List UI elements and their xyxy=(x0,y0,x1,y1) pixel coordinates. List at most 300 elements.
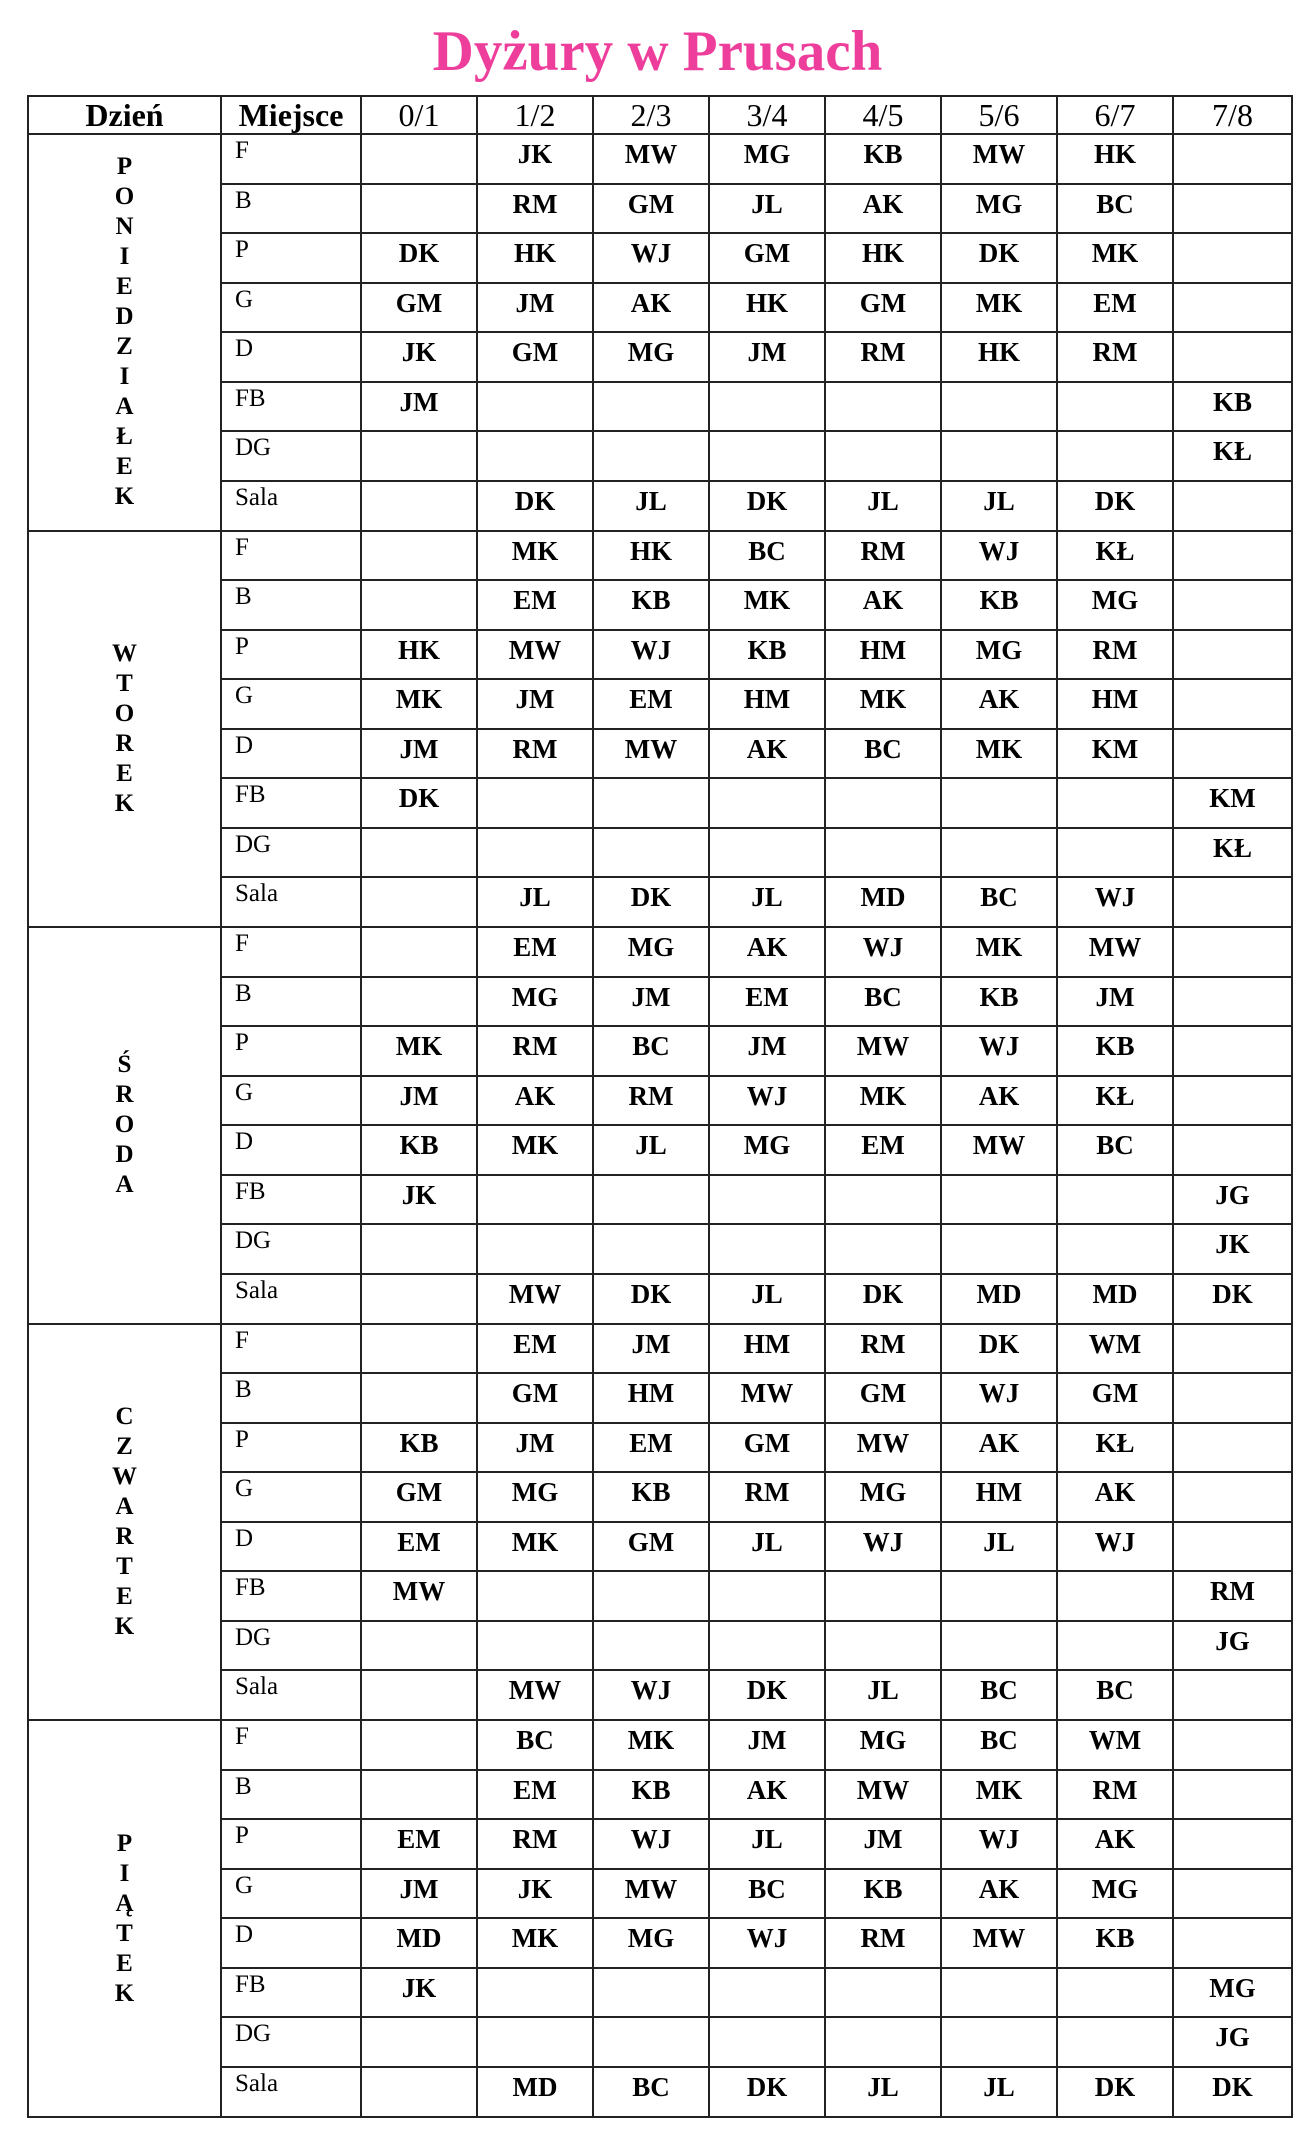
duty-cell xyxy=(361,877,477,927)
duty-cell xyxy=(1173,1373,1292,1423)
duty-cell xyxy=(1173,1819,1292,1869)
duty-cell xyxy=(709,1571,825,1621)
place-cell: B xyxy=(221,184,361,234)
day-letter: T xyxy=(116,1552,133,1580)
duty-cell: KB xyxy=(361,1423,477,1473)
duty-cell: JM xyxy=(825,1819,941,1869)
duty-cell: MG xyxy=(477,1472,593,1522)
place-cell: G xyxy=(221,679,361,729)
duty-cell xyxy=(1057,431,1173,481)
duty-cell xyxy=(941,1224,1057,1274)
duty-cell xyxy=(361,1770,477,1820)
duty-cell: KŁ xyxy=(1057,1423,1173,1473)
duty-cell: RM xyxy=(825,1918,941,1968)
duty-cell: KB xyxy=(1173,382,1292,432)
duty-cell: AK xyxy=(709,1770,825,1820)
duty-cell xyxy=(1173,1026,1292,1076)
place-cell: DG xyxy=(221,1621,361,1671)
duty-cell: MG xyxy=(709,134,825,184)
duty-cell xyxy=(1057,828,1173,878)
place-cell: F xyxy=(221,1720,361,1770)
duty-cell: MW xyxy=(477,1274,593,1324)
duty-cell: GM xyxy=(477,1373,593,1423)
duty-cell: AK xyxy=(709,729,825,779)
duty-cell: MK xyxy=(1057,233,1173,283)
duty-cell: MK xyxy=(593,1720,709,1770)
duty-cell: KB xyxy=(1057,1918,1173,1968)
duty-cell xyxy=(825,2017,941,2067)
duty-cell: BC xyxy=(593,1026,709,1076)
duty-cell: JG xyxy=(1173,2017,1292,2067)
duty-cell: HM xyxy=(709,1324,825,1374)
duty-cell xyxy=(941,382,1057,432)
day-label-vertical xyxy=(112,1402,137,1642)
place-cell: FB xyxy=(221,1175,361,1225)
duty-cell: WJ xyxy=(709,1918,825,1968)
duty-cell xyxy=(709,1621,825,1671)
duty-cell: JK xyxy=(477,1869,593,1919)
duty-cell: JM xyxy=(1057,977,1173,1027)
duty-cell: BC xyxy=(477,1720,593,1770)
duty-cell: BC xyxy=(825,977,941,1027)
duty-cell: MK xyxy=(825,679,941,729)
duty-cell: WJ xyxy=(593,1819,709,1869)
duty-cell xyxy=(709,2017,825,2067)
duty-cell: JG xyxy=(1173,1175,1292,1225)
duty-cell xyxy=(593,1621,709,1671)
duty-cell: GM xyxy=(709,233,825,283)
duty-cell xyxy=(1173,977,1292,1027)
duty-cell: KB xyxy=(825,134,941,184)
day-cell-monday xyxy=(28,134,221,531)
duty-cell xyxy=(1173,927,1292,977)
place-cell: F xyxy=(221,927,361,977)
duty-cell: KB xyxy=(941,977,1057,1027)
duty-cell: JK xyxy=(477,134,593,184)
duty-cell xyxy=(477,1968,593,2018)
duty-cell: MG xyxy=(941,184,1057,234)
duty-cell: EM xyxy=(593,679,709,729)
duty-cell xyxy=(593,431,709,481)
duty-cell: DK xyxy=(1057,2067,1173,2117)
duty-cell xyxy=(593,778,709,828)
duty-cell xyxy=(941,1968,1057,2018)
duty-cell xyxy=(1173,531,1292,581)
duty-cell xyxy=(477,778,593,828)
duty-cell: HK xyxy=(825,233,941,283)
duty-cell: MG xyxy=(477,977,593,1027)
duty-cell: GM xyxy=(361,1472,477,1522)
duty-cell: JL xyxy=(709,1274,825,1324)
duty-cell: RM xyxy=(1057,1770,1173,1820)
duty-cell: AK xyxy=(941,1423,1057,1473)
duty-cell: DK xyxy=(1173,1274,1292,1324)
duty-cell: MK xyxy=(477,1522,593,1572)
duty-cell: RM xyxy=(477,729,593,779)
duty-cell: MG xyxy=(1057,580,1173,630)
duty-cell: MD xyxy=(1057,1274,1173,1324)
duty-cell xyxy=(941,828,1057,878)
day-letter: O xyxy=(114,699,135,727)
duty-cell: MG xyxy=(593,927,709,977)
duty-cell: WJ xyxy=(593,1670,709,1720)
duty-cell: RM xyxy=(1057,332,1173,382)
place-cell: G xyxy=(221,1472,361,1522)
duty-cell: GM xyxy=(593,184,709,234)
duty-cell: JL xyxy=(593,1125,709,1175)
duty-cell: RM xyxy=(1173,1571,1292,1621)
day-letter: K xyxy=(114,1612,135,1640)
duty-cell xyxy=(825,828,941,878)
day-letter: W xyxy=(112,639,137,667)
duty-cell: BC xyxy=(1057,1125,1173,1175)
duty-cell: WM xyxy=(1057,1324,1173,1374)
duty-cell: DK xyxy=(709,1670,825,1720)
place-cell: FB xyxy=(221,778,361,828)
duty-cell: RM xyxy=(709,1472,825,1522)
day-letter: A xyxy=(115,1492,134,1520)
header-slot: 2/3 xyxy=(593,96,709,134)
duty-cell: AK xyxy=(477,1076,593,1126)
place-cell: P xyxy=(221,1026,361,1076)
duty-cell xyxy=(1173,1076,1292,1126)
duty-cell xyxy=(361,1373,477,1423)
duty-cell: MG xyxy=(593,1918,709,1968)
duty-cell: HK xyxy=(709,283,825,333)
duty-cell: MW xyxy=(361,1571,477,1621)
place-cell: D xyxy=(221,1522,361,1572)
duty-cell: GM xyxy=(1057,1373,1173,1423)
duty-cell: KB xyxy=(709,630,825,680)
duty-cell: EM xyxy=(825,1125,941,1175)
duty-cell xyxy=(593,2017,709,2067)
duty-cell: JM xyxy=(709,1026,825,1076)
duty-cell: MG xyxy=(1173,1968,1292,2018)
header-slot: 0/1 xyxy=(361,96,477,134)
duty-cell: MK xyxy=(941,283,1057,333)
duty-cell: AK xyxy=(941,1869,1057,1919)
day-letter: W xyxy=(112,1462,137,1490)
duty-cell xyxy=(825,1175,941,1225)
duty-cell: MW xyxy=(825,1423,941,1473)
duty-cell: JK xyxy=(1173,1224,1292,1274)
duty-cell xyxy=(1173,1720,1292,1770)
duty-cell: MW xyxy=(825,1770,941,1820)
day-letter: Ą xyxy=(115,1889,134,1917)
duty-cell: JG xyxy=(1173,1621,1292,1671)
duty-cell: KB xyxy=(361,1125,477,1175)
duty-cell: RM xyxy=(593,1076,709,1126)
day-letter: D xyxy=(115,1141,134,1169)
duty-cell: WJ xyxy=(941,1026,1057,1076)
duty-cell: JM xyxy=(709,1720,825,1770)
duty-cell: DK xyxy=(1173,2067,1292,2117)
duty-cell: AK xyxy=(941,1076,1057,1126)
duty-cell xyxy=(477,828,593,878)
duty-cell: DK xyxy=(941,233,1057,283)
duty-cell: MW xyxy=(709,1373,825,1423)
duty-cell: BC xyxy=(709,531,825,581)
duty-cell xyxy=(1173,184,1292,234)
duty-cell xyxy=(709,382,825,432)
duty-cell: BC xyxy=(941,1670,1057,1720)
table-row xyxy=(28,531,1292,581)
place-cell: Sala xyxy=(221,877,361,927)
duty-cell xyxy=(1173,1125,1292,1175)
place-cell: G xyxy=(221,1076,361,1126)
duty-cell: KŁ xyxy=(1173,431,1292,481)
duty-cell: AK xyxy=(825,580,941,630)
duty-cell: GM xyxy=(825,1373,941,1423)
duty-cell: MK xyxy=(361,1026,477,1076)
day-letter: E xyxy=(116,1949,133,1977)
duty-cell xyxy=(477,431,593,481)
table-row xyxy=(28,1324,1292,1374)
header-slot: 6/7 xyxy=(1057,96,1173,134)
duty-cell xyxy=(361,977,477,1027)
duty-cell xyxy=(593,1175,709,1225)
duty-cell: MG xyxy=(593,332,709,382)
header-slot: 1/2 xyxy=(477,96,593,134)
place-cell: DG xyxy=(221,2017,361,2067)
place-cell: FB xyxy=(221,382,361,432)
duty-cell xyxy=(361,1224,477,1274)
duty-cell xyxy=(1173,134,1292,184)
duty-cell xyxy=(1173,481,1292,531)
day-letter: I xyxy=(119,243,130,271)
duty-cell: JM xyxy=(361,1869,477,1919)
place-cell: D xyxy=(221,729,361,779)
duty-cell: DK xyxy=(941,1324,1057,1374)
duty-cell: JM xyxy=(593,1324,709,1374)
place-cell: P xyxy=(221,1819,361,1869)
duty-cell xyxy=(1057,1224,1173,1274)
duty-cell: RM xyxy=(477,1026,593,1076)
duty-cell xyxy=(1173,1522,1292,1572)
duty-cell: MG xyxy=(941,630,1057,680)
duty-cell: WM xyxy=(1057,1720,1173,1770)
duty-cell xyxy=(941,1175,1057,1225)
duty-cell: KM xyxy=(1173,778,1292,828)
duty-cell: KB xyxy=(593,580,709,630)
duty-cell xyxy=(709,828,825,878)
duty-cell xyxy=(477,1621,593,1671)
duty-cell: JL xyxy=(825,1670,941,1720)
duty-cell xyxy=(477,382,593,432)
day-letter: I xyxy=(119,363,130,391)
duty-cell: GM xyxy=(825,283,941,333)
duty-cell: MD xyxy=(361,1918,477,1968)
duty-cell: AK xyxy=(1057,1819,1173,1869)
place-cell: B xyxy=(221,580,361,630)
duty-cell: JL xyxy=(709,1819,825,1869)
place-cell: F xyxy=(221,1324,361,1374)
duty-cell: HK xyxy=(1057,134,1173,184)
header-row xyxy=(28,96,1292,134)
duty-cell: RM xyxy=(477,1819,593,1869)
day-cell-tuesday xyxy=(28,531,221,928)
day-letter: T xyxy=(116,1919,133,1947)
duty-cell: MW xyxy=(941,1918,1057,1968)
place-cell: P xyxy=(221,1423,361,1473)
day-label-vertical xyxy=(115,1829,134,2009)
duty-cell xyxy=(941,778,1057,828)
duty-cell xyxy=(825,431,941,481)
day-letter: K xyxy=(114,483,135,511)
duty-cell: RM xyxy=(1057,630,1173,680)
header-slot: 5/6 xyxy=(941,96,1057,134)
duty-cell: KŁ xyxy=(1173,828,1292,878)
place-cell: DG xyxy=(221,828,361,878)
day-cell-wednesday xyxy=(28,927,221,1324)
duty-cell: MK xyxy=(477,1918,593,1968)
day-letter: I xyxy=(119,1859,130,1887)
duty-cell xyxy=(1057,1621,1173,1671)
duty-cell xyxy=(1173,1869,1292,1919)
duty-cell xyxy=(361,431,477,481)
duty-cell: DK xyxy=(709,2067,825,2117)
duty-cell: HM xyxy=(941,1472,1057,1522)
duty-cell xyxy=(1173,630,1292,680)
day-letter: Z xyxy=(116,1432,133,1460)
duty-cell xyxy=(825,1621,941,1671)
duty-cell: GM xyxy=(477,332,593,382)
place-cell: Sala xyxy=(221,1670,361,1720)
duty-cell: MK xyxy=(361,679,477,729)
duty-cell: BC xyxy=(709,1869,825,1919)
duty-cell xyxy=(825,1224,941,1274)
duty-cell xyxy=(361,828,477,878)
duty-cell: AK xyxy=(941,679,1057,729)
place-cell: F xyxy=(221,134,361,184)
day-letter: E xyxy=(116,1582,133,1610)
duty-cell: EM xyxy=(477,1770,593,1820)
duty-cell xyxy=(709,431,825,481)
duty-cell: JK xyxy=(361,1175,477,1225)
header-place: Miejsce xyxy=(221,96,361,134)
duty-cell: AK xyxy=(1057,1472,1173,1522)
duty-cell xyxy=(361,134,477,184)
duty-cell: MG xyxy=(1057,1869,1173,1919)
duty-cell: HK xyxy=(593,531,709,581)
duty-cell xyxy=(1173,1670,1292,1720)
duty-cell: JL xyxy=(477,877,593,927)
place-cell: P xyxy=(221,233,361,283)
duty-cell: JM xyxy=(477,679,593,729)
duty-cell: JM xyxy=(477,1423,593,1473)
duty-cell xyxy=(825,1571,941,1621)
duty-cell: HK xyxy=(477,233,593,283)
day-letter: E xyxy=(116,273,133,301)
day-letter: E xyxy=(116,453,133,481)
day-label-vertical xyxy=(115,1050,134,1200)
place-cell: FB xyxy=(221,1571,361,1621)
day-cell-thursday xyxy=(28,1324,221,1721)
duty-cell: MK xyxy=(825,1076,941,1126)
place-cell: B xyxy=(221,1770,361,1820)
duty-cell xyxy=(361,927,477,977)
day-letter: A xyxy=(115,1171,134,1199)
duty-cell xyxy=(361,1621,477,1671)
day-letter: K xyxy=(114,1979,135,2007)
day-letter: R xyxy=(115,1081,134,1109)
duty-cell: HM xyxy=(709,679,825,729)
duty-cell: GM xyxy=(593,1522,709,1572)
duty-cell xyxy=(941,2017,1057,2067)
duty-cell xyxy=(1173,877,1292,927)
duty-cell: JL xyxy=(709,877,825,927)
duty-cell xyxy=(361,481,477,531)
duty-cell: KB xyxy=(941,580,1057,630)
place-cell: F xyxy=(221,531,361,581)
duty-cell: EM xyxy=(1057,283,1173,333)
duty-cell xyxy=(1057,382,1173,432)
duty-cell: JM xyxy=(361,382,477,432)
day-cell-friday xyxy=(28,1720,221,2117)
duty-cell: JL xyxy=(941,2067,1057,2117)
duty-cell: WJ xyxy=(941,1819,1057,1869)
duty-cell: JL xyxy=(825,481,941,531)
duty-cell: DK xyxy=(593,1274,709,1324)
duty-cell: BC xyxy=(941,1720,1057,1770)
duty-cell: EM xyxy=(361,1819,477,1869)
duty-cell: MW xyxy=(477,630,593,680)
day-letter: T xyxy=(116,669,133,697)
duty-cell: KB xyxy=(593,1472,709,1522)
duty-cell: MK xyxy=(941,1770,1057,1820)
duty-cell: DK xyxy=(477,481,593,531)
duty-cell: MD xyxy=(477,2067,593,2117)
duty-cell: WJ xyxy=(941,531,1057,581)
day-letter: R xyxy=(115,729,134,757)
duty-cell: MW xyxy=(941,1125,1057,1175)
duty-cell xyxy=(361,1324,477,1374)
duty-cell xyxy=(1057,1175,1173,1225)
duty-cell: KŁ xyxy=(1057,531,1173,581)
duty-cell: AK xyxy=(593,283,709,333)
duty-cell xyxy=(1173,283,1292,333)
schedule-body xyxy=(28,134,1292,2117)
place-cell: FB xyxy=(221,1968,361,2018)
duty-cell xyxy=(1173,1324,1292,1374)
duty-cell: RM xyxy=(477,184,593,234)
table-row xyxy=(28,134,1292,184)
duty-cell: KM xyxy=(1057,729,1173,779)
duty-cell xyxy=(593,382,709,432)
day-letter: O xyxy=(114,1111,135,1139)
duty-cell: MD xyxy=(941,1274,1057,1324)
duty-cell xyxy=(361,1274,477,1324)
duty-cell: WJ xyxy=(941,1373,1057,1423)
duty-cell: HM xyxy=(825,630,941,680)
duty-cell: GM xyxy=(361,283,477,333)
duty-cell xyxy=(1057,1571,1173,1621)
duty-cell: MG xyxy=(825,1472,941,1522)
duty-cell xyxy=(361,531,477,581)
place-cell: DG xyxy=(221,1224,361,1274)
day-letter: Ł xyxy=(116,423,133,451)
duty-cell: WJ xyxy=(825,1522,941,1572)
duty-cell xyxy=(477,1224,593,1274)
duty-cell: BC xyxy=(593,2067,709,2117)
duty-cell: EM xyxy=(477,1324,593,1374)
duty-cell xyxy=(1173,679,1292,729)
duty-cell: MK xyxy=(709,580,825,630)
duty-cell: MK xyxy=(477,1125,593,1175)
duty-cell xyxy=(1173,1918,1292,1968)
day-letter: P xyxy=(116,153,133,181)
duty-cell xyxy=(361,1670,477,1720)
